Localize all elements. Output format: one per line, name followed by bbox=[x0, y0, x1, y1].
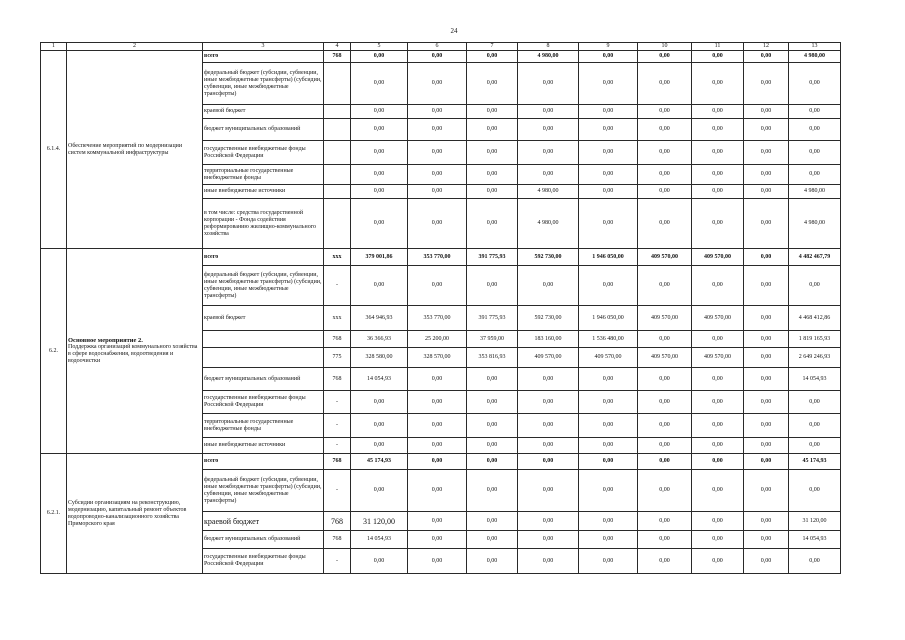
value-col-11: 0,00 bbox=[692, 414, 744, 438]
value-col-6: 328 570,00 bbox=[408, 348, 467, 368]
value-col-9: 1 946 050,00 bbox=[579, 306, 638, 331]
value-col-12: 0,00 bbox=[744, 391, 789, 414]
value-col-8: 4 980,00 bbox=[518, 51, 579, 63]
budget-code: - bbox=[324, 391, 351, 414]
value-col-6: 0,00 bbox=[408, 63, 467, 105]
value-col-10: 0,00 bbox=[638, 141, 692, 165]
value-col-12: 0,00 bbox=[744, 249, 789, 266]
value-col-12: 0,00 bbox=[744, 331, 789, 348]
value-col-10: 409 570,00 bbox=[638, 249, 692, 266]
value-col-11: 0,00 bbox=[692, 470, 744, 512]
value-col-10: 0,00 bbox=[638, 266, 692, 306]
funding-source: бюджет муниципальных образований bbox=[203, 368, 324, 391]
budget-code: 768 bbox=[324, 51, 351, 63]
value-col-12: 0,00 bbox=[744, 165, 789, 185]
value-col-8: 0,00 bbox=[518, 470, 579, 512]
value-col-13: 0,00 bbox=[789, 119, 841, 141]
item-name bbox=[67, 454, 203, 574]
column-header-13: 13 bbox=[789, 43, 841, 51]
value-col-11: 0,00 bbox=[692, 331, 744, 348]
value-col-7: 0,00 bbox=[467, 549, 518, 574]
value-col-7: 0,00 bbox=[467, 414, 518, 438]
value-col-12: 0,00 bbox=[744, 105, 789, 119]
value-col-5: 0,00 bbox=[351, 470, 408, 512]
value-col-13: 1 819 165,93 bbox=[789, 331, 841, 348]
value-col-10: 0,00 bbox=[638, 119, 692, 141]
value-col-7: 0,00 bbox=[467, 368, 518, 391]
value-col-7: 0,00 bbox=[467, 165, 518, 185]
value-col-7: 0,00 bbox=[467, 141, 518, 165]
value-col-5: 0,00 bbox=[351, 165, 408, 185]
item-title: Основное мероприятие 2. bbox=[68, 337, 143, 344]
column-header-10: 10 bbox=[638, 43, 692, 51]
value-col-11: 0,00 bbox=[692, 438, 744, 454]
value-col-8: 0,00 bbox=[518, 165, 579, 185]
value-col-6: 0,00 bbox=[408, 470, 467, 512]
funding-source: государственные внебюджетные фонды Российской Федерации bbox=[203, 549, 324, 574]
value-col-7: 0,00 bbox=[467, 51, 518, 63]
value-col-13: 4 482 467,79 bbox=[789, 249, 841, 266]
value-col-8: 0,00 bbox=[518, 105, 579, 119]
value-col-11: 0,00 bbox=[692, 63, 744, 105]
value-col-8: 409 570,00 bbox=[518, 348, 579, 368]
value-col-11: 0,00 bbox=[692, 531, 744, 549]
value-col-9: 0,00 bbox=[579, 141, 638, 165]
value-col-6: 0,00 bbox=[408, 454, 467, 470]
budget-code: 775 bbox=[324, 348, 351, 368]
funding-source bbox=[203, 331, 324, 348]
value-col-8: 0,00 bbox=[518, 266, 579, 306]
value-col-10: 0,00 bbox=[638, 51, 692, 63]
budget-code bbox=[324, 199, 351, 249]
funding-source: федеральный бюджет (субсидии, субвенции, иные межбюджетные трансферты) (субсидии, субвенции, иные межбюджетные трансферты) bbox=[203, 266, 324, 306]
value-col-5: 364 946,93 bbox=[351, 306, 408, 331]
value-col-8: 0,00 bbox=[518, 512, 579, 531]
value-col-13: 4 980,00 bbox=[789, 199, 841, 249]
value-col-12: 0,00 bbox=[744, 368, 789, 391]
value-col-5: 328 580,00 bbox=[351, 348, 408, 368]
value-col-5: 0,00 bbox=[351, 199, 408, 249]
budget-code: - bbox=[324, 266, 351, 306]
funding-source: всего bbox=[203, 454, 324, 470]
budget-code: 768 bbox=[324, 531, 351, 549]
value-col-10: 0,00 bbox=[638, 531, 692, 549]
value-col-5: 0,00 bbox=[351, 266, 408, 306]
budget-code: - bbox=[324, 414, 351, 438]
value-col-12: 0,00 bbox=[744, 266, 789, 306]
value-col-6: 0,00 bbox=[408, 549, 467, 574]
column-header-11: 11 bbox=[692, 43, 744, 51]
value-col-10: 0,00 bbox=[638, 368, 692, 391]
page-number: 24 bbox=[450, 27, 458, 35]
value-col-12: 0,00 bbox=[744, 438, 789, 454]
funding-source: федеральный бюджет (субсидии, субвенции, иные межбюджетные трансферты) (субсидии, субвенции, иные межбюджетные трансферты) bbox=[203, 470, 324, 512]
value-col-6: 0,00 bbox=[408, 438, 467, 454]
value-col-5: 379 001,86 bbox=[351, 249, 408, 266]
item-description: Обеспечение мероприятий по модернизации систем коммунальной инфраструктуры bbox=[68, 142, 183, 156]
value-col-6: 0,00 bbox=[408, 531, 467, 549]
value-col-5: 0,00 bbox=[351, 438, 408, 454]
item-name bbox=[67, 249, 203, 454]
value-col-13: 2 649 246,93 bbox=[789, 348, 841, 368]
value-col-12: 0,00 bbox=[744, 470, 789, 512]
value-col-13: 14 054,93 bbox=[789, 531, 841, 549]
value-col-11: 0,00 bbox=[692, 119, 744, 141]
value-col-13: 0,00 bbox=[789, 438, 841, 454]
value-col-10: 409 570,00 bbox=[638, 306, 692, 331]
value-col-6: 0,00 bbox=[408, 368, 467, 391]
value-col-13: 0,00 bbox=[789, 165, 841, 185]
value-col-9: 0,00 bbox=[579, 414, 638, 438]
funding-source: государственные внебюджетные фонды Российской Федерации bbox=[203, 141, 324, 165]
value-col-10: 0,00 bbox=[638, 549, 692, 574]
value-col-8: 0,00 bbox=[518, 438, 579, 454]
value-col-5: 0,00 bbox=[351, 391, 408, 414]
table-row bbox=[41, 249, 841, 266]
value-col-6: 0,00 bbox=[408, 414, 467, 438]
value-col-6: 0,00 bbox=[408, 391, 467, 414]
value-col-6: 0,00 bbox=[408, 51, 467, 63]
item-name bbox=[67, 51, 203, 249]
value-col-6: 25 200,00 bbox=[408, 331, 467, 348]
value-col-13: 0,00 bbox=[789, 63, 841, 105]
value-col-9: 0,00 bbox=[579, 391, 638, 414]
value-col-9: 0,00 bbox=[579, 105, 638, 119]
value-col-12: 0,00 bbox=[744, 306, 789, 331]
value-col-9: 0,00 bbox=[579, 119, 638, 141]
value-col-7: 0,00 bbox=[467, 119, 518, 141]
value-col-11: 0,00 bbox=[692, 266, 744, 306]
funding-source: краевой бюджет bbox=[203, 105, 324, 119]
value-col-11: 0,00 bbox=[692, 549, 744, 574]
value-col-11: 0,00 bbox=[692, 51, 744, 63]
value-col-8: 0,00 bbox=[518, 454, 579, 470]
value-col-9: 409 570,00 bbox=[579, 348, 638, 368]
value-col-10: 0,00 bbox=[638, 185, 692, 199]
funding-source bbox=[203, 348, 324, 368]
column-header-8: 8 bbox=[518, 43, 579, 51]
column-header-9: 9 bbox=[579, 43, 638, 51]
column-header-5: 5 bbox=[351, 43, 408, 51]
value-col-5: 0,00 bbox=[351, 119, 408, 141]
value-col-13: 0,00 bbox=[789, 141, 841, 165]
value-col-9: 0,00 bbox=[579, 549, 638, 574]
column-header-2: 2 bbox=[67, 43, 203, 51]
budget-code bbox=[324, 165, 351, 185]
value-col-9: 0,00 bbox=[579, 470, 638, 512]
value-col-6: 0,00 bbox=[408, 266, 467, 306]
value-col-13: 0,00 bbox=[789, 549, 841, 574]
budget-table bbox=[40, 42, 841, 574]
value-col-9: 0,00 bbox=[579, 51, 638, 63]
item-number: 6.2. bbox=[41, 249, 67, 454]
value-col-5: 0,00 bbox=[351, 549, 408, 574]
value-col-12: 0,00 bbox=[744, 141, 789, 165]
value-col-7: 37 959,00 bbox=[467, 331, 518, 348]
value-col-10: 0,00 bbox=[638, 63, 692, 105]
value-col-12: 0,00 bbox=[744, 185, 789, 199]
value-col-11: 0,00 bbox=[692, 512, 744, 531]
value-col-5: 0,00 bbox=[351, 141, 408, 165]
budget-code: ххх bbox=[324, 249, 351, 266]
value-col-7: 0,00 bbox=[467, 105, 518, 119]
value-col-11: 0,00 bbox=[692, 165, 744, 185]
value-col-13: 14 054,93 bbox=[789, 368, 841, 391]
budget-code: - bbox=[324, 470, 351, 512]
value-col-9: 0,00 bbox=[579, 63, 638, 105]
value-col-11: 0,00 bbox=[692, 391, 744, 414]
value-col-9: 1 536 480,00 bbox=[579, 331, 638, 348]
budget-code: 768 bbox=[324, 512, 351, 531]
funding-source: иные внебюджетные источники bbox=[203, 185, 324, 199]
value-col-12: 0,00 bbox=[744, 512, 789, 531]
value-col-8: 0,00 bbox=[518, 414, 579, 438]
item-description: Субсидии организациям на реконструкцию, модернизацию, капитальный ремонт объектов водопроводно-канализационного хозяйства Приморского края bbox=[68, 499, 187, 527]
value-col-5: 45 174,93 bbox=[351, 454, 408, 470]
value-col-12: 0,00 bbox=[744, 454, 789, 470]
header-row bbox=[41, 43, 841, 51]
value-col-6: 0,00 bbox=[408, 119, 467, 141]
value-col-10: 0,00 bbox=[638, 470, 692, 512]
item-number: 6.2.1. bbox=[41, 454, 67, 574]
value-col-6: 0,00 bbox=[408, 199, 467, 249]
value-col-13: 0,00 bbox=[789, 266, 841, 306]
value-col-9: 0,00 bbox=[579, 165, 638, 185]
funding-source: всего bbox=[203, 51, 324, 63]
value-col-7: 0,00 bbox=[467, 454, 518, 470]
value-col-10: 0,00 bbox=[638, 414, 692, 438]
value-col-6: 353 770,00 bbox=[408, 306, 467, 331]
value-col-8: 0,00 bbox=[518, 119, 579, 141]
item-number: 6.1.4. bbox=[41, 51, 67, 249]
value-col-7: 0,00 bbox=[467, 470, 518, 512]
column-header-7: 7 bbox=[467, 43, 518, 51]
budget-code: ххх bbox=[324, 306, 351, 331]
budget-code: - bbox=[324, 549, 351, 574]
budget-code: 768 bbox=[324, 454, 351, 470]
value-col-5: 0,00 bbox=[351, 63, 408, 105]
column-header-1: 1 bbox=[41, 43, 67, 51]
value-col-6: 0,00 bbox=[408, 185, 467, 199]
value-col-8: 183 160,00 bbox=[518, 331, 579, 348]
value-col-6: 0,00 bbox=[408, 165, 467, 185]
budget-code: 768 bbox=[324, 331, 351, 348]
funding-source: в том числе: средства государственной корпорации - Фонда содействия реформированию жилищно-коммунального хозяйства bbox=[203, 199, 324, 249]
value-col-11: 409 570,00 bbox=[692, 249, 744, 266]
value-col-8: 0,00 bbox=[518, 63, 579, 105]
value-col-13: 0,00 bbox=[789, 414, 841, 438]
value-col-7: 391 775,93 bbox=[467, 306, 518, 331]
value-col-6: 353 770,00 bbox=[408, 249, 467, 266]
value-col-9: 0,00 bbox=[579, 454, 638, 470]
funding-source: бюджет муниципальных образований bbox=[203, 119, 324, 141]
value-col-12: 0,00 bbox=[744, 414, 789, 438]
value-col-9: 0,00 bbox=[579, 531, 638, 549]
column-header-4: 4 bbox=[324, 43, 351, 51]
funding-source: краевой бюджет bbox=[203, 512, 324, 531]
funding-source: территориальные государственные внебюджетные фонды bbox=[203, 165, 324, 185]
value-col-9: 0,00 bbox=[579, 185, 638, 199]
budget-code bbox=[324, 63, 351, 105]
value-col-7: 0,00 bbox=[467, 185, 518, 199]
value-col-5: 0,00 bbox=[351, 414, 408, 438]
value-col-13: 0,00 bbox=[789, 105, 841, 119]
value-col-11: 409 570,00 bbox=[692, 348, 744, 368]
value-col-7: 0,00 bbox=[467, 266, 518, 306]
value-col-8: 0,00 bbox=[518, 141, 579, 165]
budget-code bbox=[324, 119, 351, 141]
funding-source: территориальные государственные внебюджетные фонды bbox=[203, 414, 324, 438]
value-col-6: 0,00 bbox=[408, 141, 467, 165]
value-col-12: 0,00 bbox=[744, 51, 789, 63]
value-col-13: 45 174,93 bbox=[789, 454, 841, 470]
table-row bbox=[41, 51, 841, 63]
table-body bbox=[41, 51, 841, 574]
value-col-8: 0,00 bbox=[518, 391, 579, 414]
value-col-12: 0,00 bbox=[744, 199, 789, 249]
value-col-12: 0,00 bbox=[744, 348, 789, 368]
value-col-11: 0,00 bbox=[692, 105, 744, 119]
value-col-5: 31 120,00 bbox=[351, 512, 408, 531]
value-col-13: 4 980,00 bbox=[789, 185, 841, 199]
value-col-9: 0,00 bbox=[579, 266, 638, 306]
value-col-5: 0,00 bbox=[351, 185, 408, 199]
value-col-12: 0,00 bbox=[744, 531, 789, 549]
value-col-13: 0,00 bbox=[789, 391, 841, 414]
value-col-8: 0,00 bbox=[518, 368, 579, 391]
value-col-9: 0,00 bbox=[579, 368, 638, 391]
value-col-9: 1 946 050,00 bbox=[579, 249, 638, 266]
value-col-6: 0,00 bbox=[408, 512, 467, 531]
value-col-7: 0,00 bbox=[467, 512, 518, 531]
item-description: Поддержка организаций коммунального хозяйства в сфере водоснабжения, водоотведения и водоочистки bbox=[68, 344, 198, 364]
value-col-9: 0,00 bbox=[579, 438, 638, 454]
value-col-11: 0,00 bbox=[692, 454, 744, 470]
funding-source: государственные внебюджетные фонды Российской Федерации bbox=[203, 391, 324, 414]
column-header-6: 6 bbox=[408, 43, 467, 51]
value-col-10: 0,00 bbox=[638, 454, 692, 470]
value-col-10: 409 570,00 bbox=[638, 348, 692, 368]
value-col-11: 0,00 bbox=[692, 185, 744, 199]
table-row bbox=[41, 454, 841, 470]
column-header-3: 3 bbox=[203, 43, 324, 51]
value-col-5: 36 366,93 bbox=[351, 331, 408, 348]
funding-source: бюджет муниципальных образований bbox=[203, 531, 324, 549]
value-col-12: 0,00 bbox=[744, 549, 789, 574]
value-col-5: 14 054,93 bbox=[351, 368, 408, 391]
column-header-12: 12 bbox=[744, 43, 789, 51]
value-col-13: 4 980,00 bbox=[789, 51, 841, 63]
budget-code bbox=[324, 105, 351, 119]
budget-code bbox=[324, 185, 351, 199]
value-col-11: 0,00 bbox=[692, 368, 744, 391]
value-col-7: 353 816,93 bbox=[467, 348, 518, 368]
value-col-11: 0,00 bbox=[692, 199, 744, 249]
value-col-12: 0,00 bbox=[744, 119, 789, 141]
value-col-8: 0,00 bbox=[518, 549, 579, 574]
value-col-10: 0,00 bbox=[638, 199, 692, 249]
value-col-10: 0,00 bbox=[638, 438, 692, 454]
value-col-8: 592 730,00 bbox=[518, 306, 579, 331]
value-col-11: 0,00 bbox=[692, 141, 744, 165]
value-col-7: 0,00 bbox=[467, 438, 518, 454]
value-col-7: 0,00 bbox=[467, 199, 518, 249]
value-col-7: 391 775,93 bbox=[467, 249, 518, 266]
value-col-7: 0,00 bbox=[467, 391, 518, 414]
value-col-5: 14 054,93 bbox=[351, 531, 408, 549]
funding-source: всего bbox=[203, 249, 324, 266]
funding-source: федеральный бюджет (субсидии, субвенции, иные межбюджетные трансферты) (субсидии, субвенции, иные межбюджетные трансферты) bbox=[203, 63, 324, 105]
value-col-7: 0,00 bbox=[467, 531, 518, 549]
value-col-10: 0,00 bbox=[638, 105, 692, 119]
value-col-10: 0,00 bbox=[638, 165, 692, 185]
value-col-13: 4 468 412,86 bbox=[789, 306, 841, 331]
budget-code bbox=[324, 141, 351, 165]
budget-code: - bbox=[324, 438, 351, 454]
funding-source: иные внебюджетные источники bbox=[203, 438, 324, 454]
value-col-5: 0,00 bbox=[351, 51, 408, 63]
value-col-10: 0,00 bbox=[638, 391, 692, 414]
value-col-8: 4 980,00 bbox=[518, 185, 579, 199]
value-col-13: 0,00 bbox=[789, 470, 841, 512]
value-col-10: 0,00 bbox=[638, 331, 692, 348]
budget-code: 768 bbox=[324, 368, 351, 391]
value-col-6: 0,00 bbox=[408, 105, 467, 119]
value-col-10: 0,00 bbox=[638, 512, 692, 531]
funding-source: краевой бюджет bbox=[203, 306, 324, 331]
value-col-13: 31 120,00 bbox=[789, 512, 841, 531]
value-col-11: 409 570,00 bbox=[692, 306, 744, 331]
value-col-7: 0,00 bbox=[467, 63, 518, 105]
value-col-5: 0,00 bbox=[351, 105, 408, 119]
value-col-9: 0,00 bbox=[579, 512, 638, 531]
value-col-8: 592 730,00 bbox=[518, 249, 579, 266]
value-col-9: 0,00 bbox=[579, 199, 638, 249]
value-col-8: 4 980,00 bbox=[518, 199, 579, 249]
value-col-12: 0,00 bbox=[744, 63, 789, 105]
value-col-8: 0,00 bbox=[518, 531, 579, 549]
